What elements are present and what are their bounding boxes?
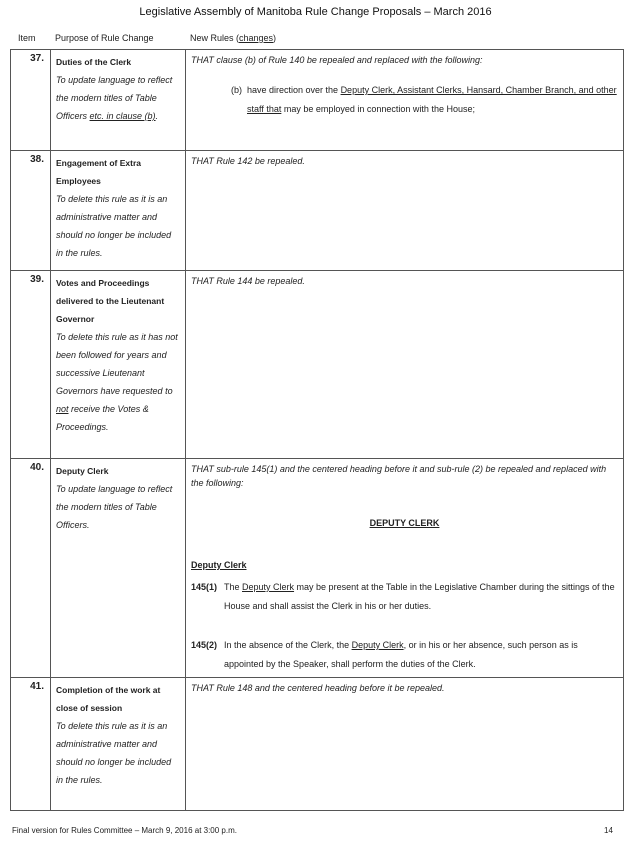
header-rules [190,33,276,43]
table-row [11,151,624,271]
clause-label: (b) [231,85,242,95]
subrule-label: 145(1) [191,582,218,592]
rule-change-table [10,49,624,811]
rule-intro: THAT sub-rule 145(1) and the centered heading before it and sub-rule (2) be repealed and replaced with the following: [191,464,607,488]
desc-end: . [155,111,159,121]
purpose-description: To delete this rule as it is an administrative matter and should no longer be included in the rules. [56,721,172,785]
desc-text: To update language to reflect the modern titles of Table Officers [56,75,173,121]
header-rules-suffix: ) [273,33,277,43]
purpose-cell [51,50,186,151]
purpose-heading: Votes and Proceedings delivered to the Lieutenant Governor [56,278,165,324]
purpose-description [56,71,180,125]
subrule-post: may be present at the Table in the Legislative Chamber during the sittings of the House and shall assist the Clerk in his or her duties. [224,582,615,611]
subrule-post: , or in his or her absence, such person as is appointed by the Speaker, shall perform the duties of the Clerk. [224,640,578,669]
subrule-pre: The [224,582,243,592]
clause [231,81,618,119]
table-row [11,678,624,811]
purpose-heading: Duties of the Clerk [56,57,132,67]
subrule-text [224,578,618,616]
subrule [191,636,618,674]
rules-cell [186,50,624,151]
rule-intro: THAT clause (b) of Rule 140 be repealed and replaced with the following: [191,55,483,65]
centered-heading: DEPUTY CLERK [369,518,440,528]
item-number: 39. [11,271,51,459]
desc-underlined: not [56,404,69,414]
desc-end: receive the Votes & Proceedings. [56,404,149,432]
subrule-label: 145(2) [191,640,218,650]
purpose-cell [51,678,186,811]
clause-pre: have direction over the [247,85,341,95]
purpose-description [56,328,180,436]
rule-intro: THAT Rule 148 and the centered heading before it be repealed. [191,683,445,693]
purpose-heading: Engagement of Extra Employees [56,158,142,186]
table-row [11,271,624,459]
desc-text: To delete this rule as it has not been followed for years and successive Lieutenant Governors have requested to [56,332,178,396]
footer-text: Final version for Rules Committee – March 9, 2016 at 3:00 p.m. [12,826,237,835]
rules-cell [186,678,624,811]
item-number: 41. [11,678,51,811]
item-number: 38. [11,151,51,271]
header-rules-changes: changes [239,33,274,43]
clause-underlined: Deputy Clerk, Assistant Clerks, Hansard, Chamber Branch, and other staff that [247,85,617,114]
purpose-cell [51,151,186,271]
purpose-heading: Completion of the work at close of session [56,685,161,713]
purpose-cell [51,271,186,459]
subrule-underlined: Deputy Clerk [242,582,295,592]
rules-cell [186,271,624,459]
sub-heading: Deputy Clerk [191,560,247,570]
header-rules-prefix: New Rules ( [190,33,240,43]
purpose-description: To delete this rule as it is an administrative matter and should no longer be included in the rules. [56,194,172,258]
table-row [11,459,624,678]
document-title: Legislative Assembly of Manitoba Rule Change Proposals – March 2016 [139,6,492,18]
purpose-heading: Deputy Clerk [56,466,109,476]
purpose-cell [51,459,186,678]
rules-cell [186,151,624,271]
clause-post: may be employed in connection with the House; [281,104,475,114]
table-row [11,50,624,151]
item-number: 40. [11,459,51,678]
rule-intro: THAT Rule 144 be repealed. [191,276,305,286]
subrule-text [224,636,618,674]
subrule-underlined: Deputy Clerk [351,640,404,650]
desc-underlined: etc. in clause (b) [89,111,156,121]
rule-intro: THAT Rule 142 be repealed. [191,156,305,166]
item-number: 37. [11,50,51,151]
page-number: 14 [604,826,613,835]
header-purpose: Purpose of Rule Change [55,33,154,43]
subrule [191,578,618,616]
rules-cell [186,459,624,678]
clause-text [247,81,618,119]
subrule-pre: In the absence of the Clerk, the [224,640,352,650]
purpose-description: To update language to reflect the modern titles of Table Officers. [56,484,173,530]
header-item: Item [18,33,36,43]
